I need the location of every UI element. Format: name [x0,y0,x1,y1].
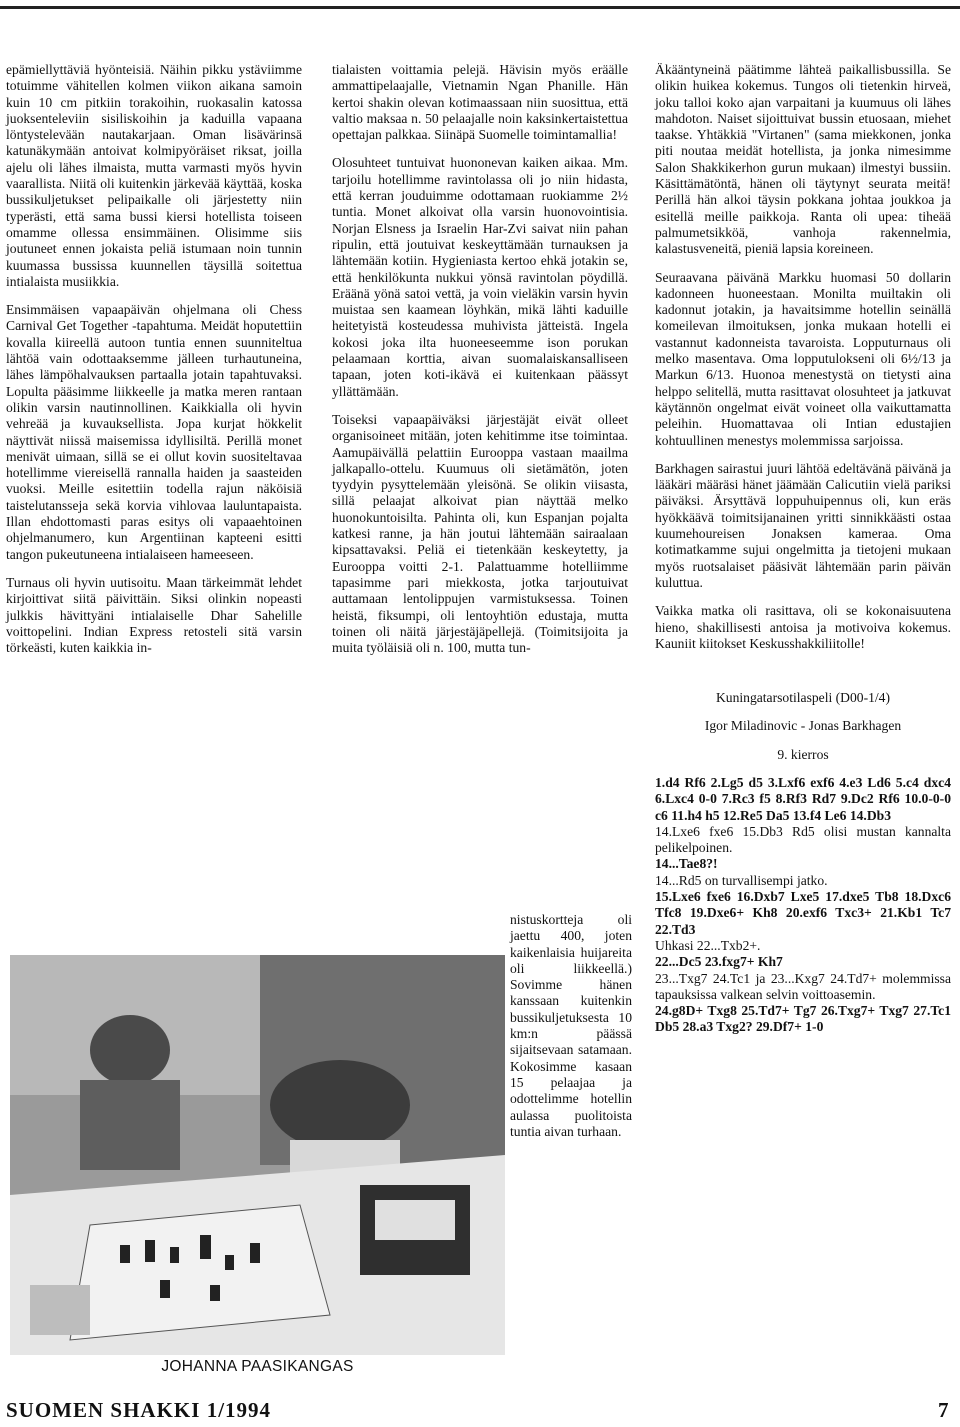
col1-paragraph-3: Turnaus oli hyvin uutisoitu. Maan tärkeimmät lehdet kirjoittivat siitä päivittäin. Siksi olinkin nopeasti julkkis hävittyäni intialaiselle Dhar Sahelille voittopelini. Indian Express retosteli sitä varsin törkeästi, kuten kaikkia in- [6,574,302,656]
page-number: 7 [938,1398,949,1422]
game-note-3: Uhkasi 22...Txb2+. [655,937,761,953]
game-moves-3: 15.Lxe6 fxe6 16.Dxb7 Lxe5 17.dxe5 Tb8 18.Dxc6 Tfc8 19.Dxe6+ Kh8 20.exf6 Txc3+ 21.Kb1 Tc7 22.Td3 [655,889,951,937]
col3-paragraph-1: Äkääntyneinä päätimme lähteä paikallisbussilla. Se olikin huikea kokemus. Tungos oli tietenkin hirveä, joku talloi koko ajan varpaitani ja kuumuus oli lähes mahdoton. Naiset sijoittuivat bussin etuosaan, miehet taakse. Yhtäkkiä "Virtanen" (sama miekkonen, jonka piti noutaa meidät hotellista, ja jonka nimesimme Salon Shakkikerhon gurun mukaan) ilmestyi bussiin. Käsittämätöntä, hänen oli täytynyt seurata meitä! Perillä hän alkoi täysin pokkana johtaa joukkoa ja esitellä meille paikkoja. Ranta oli upea: tiheää palmumetsikköä, vanhoja rakennelmia, kalastusveneitä, pieniä lapsia koreineen. [655,62,951,257]
game-players: Igor Miladinovic - Jonas Barkhagen [704,718,902,734]
game-note-1: 14.Lxe6 fxe6 15.Db3 Rd5 olisi mustan kannalta pelikelpoinen. [655,823,951,856]
photo-credit: JOHANNA PAASIKANGAS [161,1358,354,1375]
magazine-footer: SUOMEN SHAKKI 1/1994 [6,1398,272,1422]
column-3 [655,62,951,1036]
game-note-2: 14...Rd5 on turvallisempi jatko. [655,872,828,888]
game-moves-5: 24.g8D+ Txg8 25.Td7+ Tg7 26.Txg7+ Txg7 27.Tc1 Db5 28.a3 Txg2? 29.Df7+ 1-0 [655,1003,951,1035]
col1-paragraph-2: Ensimmäisen vapaapäivän ohjelmana oli Chess Carnival Get Together -tapahtuma. Meidät hoputettiin kovalla kiireellä autoon tuntia ennen suunniteltua lähtöä vain odottaaksemme jälleen turhautuneina, lähes lämpöhalvauksen partaalla jotain tapahtuvaksi. Lopulta pääsimme liikkeelle ja matka meren rantaan olikin varsin nautinnollinen. Kaikkialla oli hyvin vehreää ja kuvauksellista. Jopa kurjat hökkelit näyttivät niissä maisemissa idyllisiltä. Perillä monet menivät uimaan, sillä se ei ollut kovin suositeltavaa hotellimme viereisellä rannalla haiden ja saasteiden vuoksi. Meille esitettiin todella rajun näköisiä taistelutansseja sekä korvia vihlovaa lauluntapaista. Illan ehdottomasti paras esitys oli vapaaehtoinen ohjelmanumero, kun Argentiinan kapteeni esitti tangon pukeutuneena intialaiseen hameeseen. [6,302,302,562]
col3-paragraph-4: Vaikka matka oli rasittava, oli se kokonaisuutena hieno, shakillisesti antoisa ja motivoiva kokemus. Kauniit kiitokset Keskusshakkiliitolle! [655,603,951,651]
col3-paragraph-2: Seuraavana päivänä Markku huomasi 50 dollarin kadonneen huoneestaan. Monilta muiltakin oli kadonnut jotakin, ja havaitsimme hotellin seinällä komeilevan ilmoituksen, jonka mukaan hotelli ei vastannut kadonneista tavaroista. Lopputurnaus oli melko masentava. Oma lopputulokseni oli 6½/13 ja Markun 6/13. Huonoa menestystä on tietysti aina helppo selitellä, mutta rasittavat olosuhteet ja jatkuvat käytännön ongelmat eivät voineet olla vaikuttamatta peleihin. Huomattavaa oli Intian edustajien kohtuullinen menestys molemmissa sarjoissa. [655,269,951,448]
col2-paragraph-1: tialaisten voittamia pelejä. Hävisin myös eräälle ammattipelaajalle, Vietnamin Ngan Phanille. Hän kertoi shakin olevan kotimaassaan niin suosittua, että valtio maksaa n. 50 pelaajalle noin kaksinkertaistettua opettajan palkkaa. Siinäpä Suomelle toimintamallia! [332,62,628,143]
game-moves-1: 1.d4 Rf6 2.Lg5 d5 3.Lxf6 exf6 4.e3 Ld6 5.c4 dxc4 6.Lxc4 0-0 7.Rc3 f5 8.Rf3 Rd7 9.Dc2 Rf6 10.0-0-0 c6 11.h4 h5 12.Re5 Da5 13.f4 Le6 14.Db3 [655,774,951,823]
game-moves-4: 22...Dc5 23.fxg7+ Kh7 [655,954,783,970]
photo-illustration [10,955,505,1355]
col1-paragraph-1: epämiellyttäviä hyönteisiä. Näihin pikku ystäviimme totuimme vähitellen kolmen viikon aikana samoin kuin 10 cm pitkiin torakoihin, ruokasalin katossa juoksenteleviin sisiliskoihin ja kaduilla vapaana löntystelevään nautakarjaan. Oman lisävärinsä katunäkymään antoivat kolmipyöräiset riksat, joilla ajelu oli lähes ilmaista, mutta varmasti myös hyvin vaarallista. Niitä oli kuitenkin järkevää käyttää, koska bussikuljetukset pelipaikalle oli järjestetty niin typerästi, että sama bussi kiersi hotellista toiseen omamme ollessa ensimmäinen. Olisimme siis joutuneet ennen jokaista peliä istumaan noin tunnin kuumassa bussissa kuunnellen täysillä soitettua intialaista musiikkia. [6,62,302,289]
col3-paragraph-3: Barkhagen sairastui juuri lähtöä edeltävänä päivänä ja lääkäri määräsi hänet jäämään Calicutiin vielä pariksi päiväksi. Ärsyttävä loppuhuipennus oli, kun eräs hyökkäävä toimitsijanainen yritti sinnikkäästi ostaa kuumehoureisen Jonaksen kameraa. Oma kotimatkamme sujui ongelmitta ja tietojeni mukaan myös ruotsalaiset pääsivät lähtemään parin päivän kuluttua. [655,460,951,590]
col2-paragraph-3: Toiseksi vapaapäiväksi järjestäjät eivät olleet organisoineet mitään, joten kehitimme itse toimintaa. Aamupäivällä pelattiin Eurooppa vastaan maailma jalkapallo-ottelu. Kuumuus oli sietämätön, joten tyydyin pysyttelemään yleisönä. Se olikin viisasta, sillä pelaajat alkoivat pian näyttää melko huonokuntoisilta. Pahinta oli, kun Espanjan pojalta katkesi ranne, ja hän joutui lähtemään sairaalaan kipsattavaksi. Peliä ei tietenkään keskeytetty, ja Eurooppa voitti 2-1. Palattuamme hotelliimme tapasimme pari miekkosta, jotka tarjoutuivat auttamaan lentolippujen varmistuksessa. Toinen heistä, fiksumpi, oli lentoyhtiön edustaja, mutta toinen oli näitä järjestäjäpellejä. (Toimitsijoita ja muita työläisiä oli n. 100, mutta tun- [332,411,628,656]
top-rule [0,6,960,9]
game-moves-2: 14...Tae8?! [655,856,718,872]
game-note-4: 23...Txg7 24.Tc1 ja 23...Kxg7 24.Td7+ molemmissa tapauksissa valkean selvin voittoasemin. [655,970,951,1002]
column-1 [6,62,302,668]
col2-paragraph-2: Olosuhteet tuntuivat huononevan kaiken aikaa. Mm. tarjoilu hotellimme ravintolassa oli jo niin hidasta, että kerran jouduimme odottamaan ruokiamme 2½ tuntia. Monet alkoivat olla varsin huonovointisia. Norjan Elsness ja Israelin Har-Zvi saivat niin pahan ripulin, että joutuivat keskeyttämään turnauksen ja lähtemään kotiin. Hygieniasta kertoo ehkä jotakin se, että henkilökunta nukkui yönsä ravintolan pöydillä. Eräänä yönä satoi vettä, ja voin vieläkin varsin hyvin muistaa sen kaamean löyhkän, mikä lähti kaduille heitetyistä kosteudessa muhivista jätteistä. Ingela kokosi joka ilta huoneeseemme ison porukan pelaamaan korttia, aivan suomalaiskansalliseen tapaan, joten koti-ikävä ei kuitenkaan päässyt yllättämään. [332,155,628,399]
column-2-wrap-text: nistuskortteja oli jaettu 400, joten kaikenlaisia huijareita oli liikkeellä.) Sovimme hänen kanssaan kuitenkin bussikuljetuksesta 10 km:n päässä sijaitsevaan satamaan. Kokosimme kasaan 15 pelaajaa ja odottelimme hotellin aulassa puolitoista tuntia aivan turhaan. [510,912,632,1139]
column-2 [332,62,628,668]
chess-players-photo [10,955,505,1355]
game-round: 9. kierros [777,746,829,762]
game-opening-title: Kuningatarsotilaspeli (D00-1/4) [715,690,891,706]
